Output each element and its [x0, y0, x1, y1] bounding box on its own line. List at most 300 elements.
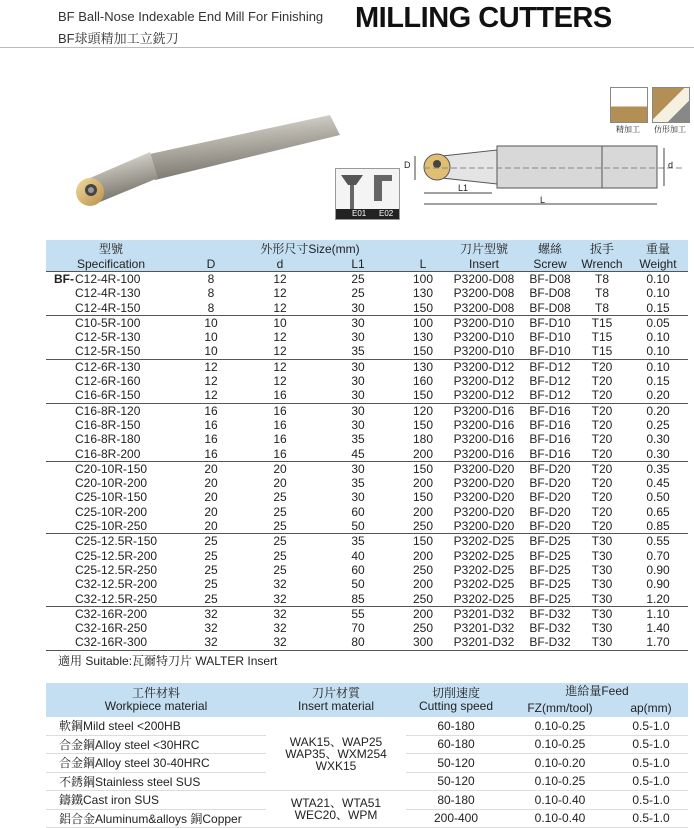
spec-screw: BF-D16 [524, 403, 576, 418]
spec-insert: P3201-D32 [444, 606, 524, 621]
spec-L1: 40 [351, 548, 365, 563]
spec-code: C32-16R-300 [46, 635, 176, 650]
spec-wrench: T20 [576, 359, 628, 374]
workpiece-cell: 軟鋼Mild steel <200HB [46, 717, 266, 735]
spec-d: 12 [273, 344, 287, 359]
dim-L: L [540, 195, 546, 205]
insert-material-cell: WAK15、WAP25 WAP35、WXM254 WXK15 [266, 717, 406, 791]
spec-D: 25 [204, 562, 218, 577]
spec-L1: 30 [314, 403, 402, 418]
spec-D: 20 [204, 476, 218, 491]
spec-L: 200 [412, 504, 434, 519]
dim-L1: L1 [458, 183, 469, 193]
spec-d: 12 [246, 272, 314, 287]
subtitle-cn: BF球頭精加工立銑刀 [58, 31, 179, 46]
spec-wrench: T20 [591, 504, 613, 519]
spec-screw: BF-D10 [524, 315, 576, 330]
spec-L1: 60 [351, 504, 365, 519]
spec-L: 200 [402, 606, 444, 621]
spec-wrench: T20 [591, 490, 613, 505]
spec-L: 300 [402, 635, 444, 650]
speed-cell: 60-180 [406, 717, 506, 735]
table-row [46, 592, 688, 607]
spec-weight: 0.25 [646, 417, 670, 432]
spec-weight: 0.45 [646, 476, 670, 491]
spec-weight: 0.90 [646, 562, 670, 577]
table-row [46, 490, 688, 504]
spec-weight: 1.40 [646, 621, 670, 636]
spec-insert: P3200-D12 [444, 359, 524, 374]
spec-screw: BF-D25 [529, 548, 571, 563]
col-wrench-en: Wrench [576, 257, 628, 272]
spec-screw: BF-D32 [524, 606, 576, 621]
spec-screw: BF-D20 [529, 504, 571, 519]
spec-table [46, 240, 688, 651]
spec-insert: P3200-D10 [444, 315, 524, 330]
spec-L1: 30 [314, 359, 402, 374]
spec-D: 32 [176, 606, 246, 621]
spec-wrench: T30 [591, 591, 613, 606]
spec-wrench: T15 [576, 315, 628, 330]
spec-D: 25 [204, 577, 218, 592]
spec-insert: P3202-D25 [453, 562, 515, 577]
spec-d: 25 [273, 504, 287, 519]
spec-L: 150 [412, 490, 434, 505]
spec-screw: BF-D16 [529, 446, 571, 461]
spec-insert: P3200-D20 [444, 461, 524, 476]
spec-D: 12 [176, 359, 246, 374]
spec-screw: BF-D10 [529, 330, 571, 345]
spec-code: C32-16R-200 [46, 606, 176, 621]
spec-D: 20 [204, 519, 218, 534]
table-row [46, 418, 688, 432]
ap-cell: 0.5-1.0 [614, 735, 688, 754]
spec-D: 25 [204, 548, 218, 563]
spec-insert: P3200-D20 [453, 476, 515, 491]
spec-d: 16 [273, 417, 287, 432]
spec-d: 32 [273, 591, 287, 606]
spec-L1: 30 [351, 330, 365, 345]
spec-L: 120 [402, 403, 444, 418]
col-insert-en: Insert [444, 257, 524, 272]
spec-L: 200 [412, 446, 434, 461]
spec-L1: 50 [351, 577, 365, 592]
spec-screw: BF-D32 [529, 621, 571, 636]
table-row [46, 635, 688, 650]
col-screw-cn: 螺絲 [524, 240, 576, 257]
spec-d: 16 [273, 388, 287, 403]
spec-insert: P3200-D08 [444, 272, 524, 287]
spec-weight: 1.20 [646, 591, 670, 606]
spec-L1: 25 [314, 272, 402, 287]
spec-d: 12 [273, 374, 287, 389]
spec-weight: 0.50 [646, 490, 670, 505]
spec-L1: 85 [351, 591, 365, 606]
dim-D: D [404, 160, 411, 170]
spec-wrench: T8 [594, 300, 609, 315]
spec-wrench: T15 [591, 344, 613, 359]
table-row [46, 286, 688, 300]
spec-D: 8 [207, 300, 215, 315]
spec-insert: P3201-D32 [444, 635, 524, 650]
spec-insert: P3200-D16 [453, 446, 515, 461]
table-row [46, 403, 688, 418]
spec-d: 16 [273, 432, 287, 447]
speed-cell: 80-180 [406, 791, 506, 810]
spec-L1: 30 [351, 374, 365, 389]
spec-d: 12 [273, 330, 287, 345]
spec-screw: BF-D12 [524, 359, 576, 374]
spec-d: 25 [273, 519, 287, 534]
spec-code: C10-5R-100 [46, 315, 176, 330]
spec-screw: BF-D25 [524, 534, 576, 549]
spec-weight: 0.65 [646, 504, 670, 519]
spec-L1: 30 [351, 388, 365, 403]
spec-L1: 35 [314, 534, 402, 549]
table-row [46, 717, 688, 735]
spec-insert: P3200-D16 [444, 403, 524, 418]
spec-D: 10 [176, 315, 246, 330]
spec-weight: 0.20 [646, 388, 670, 403]
spec-code: C12-6R-130 [46, 359, 176, 374]
table-row [46, 621, 688, 635]
spec-code: C25-12.5R-200 [75, 548, 158, 563]
spec-screw: BF-D08 [529, 300, 571, 315]
spec-code: C12-5R-150 [75, 344, 141, 359]
spec-L: 150 [402, 461, 444, 476]
col-workpiece: 工件材料 Workpiece material [46, 683, 266, 717]
spec-L1: 45 [351, 446, 365, 461]
header-divider [0, 47, 694, 48]
spec-D: 32 [204, 621, 218, 636]
spec-L: 200 [412, 476, 434, 491]
table-row [46, 534, 688, 549]
suitable-note: 適用 Suitable:瓦爾特刀片 WALTER Insert [58, 654, 278, 668]
ap-cell: 0.5-1.0 [614, 717, 688, 735]
legend-finish-label: 精加工 [616, 125, 640, 134]
spec-L: 130 [412, 286, 434, 301]
spec-D: 16 [204, 432, 218, 447]
spec-code: C25-10R-200 [75, 504, 148, 519]
spec-weight: 0.35 [628, 461, 688, 476]
spec-code: C16-8R-150 [75, 417, 141, 432]
workpiece-cell: 合金鋼Alloy steel 30-40HRC [46, 754, 266, 773]
spec-d: 10 [246, 315, 314, 330]
table-row [46, 563, 688, 577]
spec-wrench: T20 [591, 374, 613, 389]
table-row [46, 549, 688, 563]
spec-L1: 35 [351, 476, 365, 491]
ap-cell: 0.5-1.0 [614, 754, 688, 773]
spec-wrench: T20 [576, 461, 628, 476]
spec-L: 150 [412, 388, 434, 403]
spec-L: 130 [412, 330, 434, 345]
spec-insert: P3201-D32 [453, 621, 515, 636]
spec-L1: 35 [351, 344, 365, 359]
spec-D: 25 [176, 534, 246, 549]
workpiece-cell: 不銹鋼Stainless steel SUS [46, 772, 266, 791]
col-size-cn: 外形尺寸Size(mm) [176, 240, 444, 257]
spec-insert: P3202-D25 [444, 534, 524, 549]
spec-d: 16 [273, 446, 287, 461]
spec-L1: 60 [351, 562, 365, 577]
table-row [46, 374, 688, 388]
spec-L: 200 [412, 548, 434, 563]
spec-screw: BF-D16 [529, 417, 571, 432]
spec-weight: 0.10 [646, 330, 670, 345]
spec-d: 25 [273, 548, 287, 563]
spec-screw: BF-D25 [529, 577, 571, 592]
spec-d: 32 [273, 621, 287, 636]
spec-wrench: T8 [594, 286, 609, 301]
bf-prefix: BF- [54, 272, 74, 286]
spec-code: C16-8R-200 [75, 446, 141, 461]
table-row [46, 330, 688, 344]
spec-L: 100 [402, 272, 444, 287]
spec-D: 25 [204, 591, 218, 606]
col-fz: FZ(mm/tool) [506, 700, 614, 717]
fz-cell: 0.10-0.25 [506, 735, 614, 754]
spec-weight: 0.10 [628, 359, 688, 374]
spec-L1: 30 [351, 417, 365, 432]
spec-code: C12-5R-130 [75, 330, 141, 345]
spec-code: C12-4R-150 [75, 300, 141, 315]
spec-d: 32 [246, 606, 314, 621]
fz-cell: 0.10-0.25 [506, 772, 614, 791]
spec-screw: BF-D25 [529, 591, 571, 606]
finish-icon [610, 87, 648, 123]
fz-cell: 0.10-0.40 [506, 809, 614, 828]
spec-weight: 0.15 [646, 374, 670, 389]
col-model-cn: 型號 [46, 240, 176, 257]
fz-cell: 0.10-0.20 [506, 754, 614, 773]
spec-d: 20 [246, 461, 314, 476]
col-screw-en: Screw [524, 257, 576, 272]
spec-code: C20-10R-150 [46, 461, 176, 476]
spec-L1: 30 [351, 490, 365, 505]
screw-icon-box [335, 168, 400, 220]
spec-d: 25 [273, 490, 287, 505]
col-cutting-speed: 切削速度 Cutting speed [406, 683, 506, 717]
workpiece-cell: 鋁合金Aluminum&alloys 銅Copper [46, 809, 266, 828]
spec-screw: BF-D20 [524, 461, 576, 476]
table-row [46, 505, 688, 519]
spec-D: 12 [204, 374, 218, 389]
spec-D: 32 [176, 635, 246, 650]
table-row [46, 344, 688, 359]
col-weight-cn: 重量 [628, 240, 688, 257]
spec-wrench: T20 [591, 446, 613, 461]
col-weight-en: Weight [628, 257, 688, 272]
legend-profile-label: 仿形加工 [654, 125, 686, 134]
speed-cell: 200-400 [406, 809, 506, 828]
spec-insert: P3200-D12 [453, 388, 515, 403]
spec-d: 25 [246, 534, 314, 549]
spec-wrench: T30 [591, 562, 613, 577]
table-row [46, 315, 688, 330]
spec-wrench: T15 [591, 330, 613, 345]
spec-screw: BF-D12 [529, 388, 571, 403]
table-row [46, 577, 688, 591]
table-row [46, 447, 688, 462]
spec-wrench: T20 [576, 403, 628, 418]
spec-screw: BF-D25 [529, 562, 571, 577]
table-row [46, 359, 688, 374]
spec-L1: 30 [314, 461, 402, 476]
col-D: D [176, 257, 246, 272]
spec-weight: 0.30 [646, 432, 670, 447]
ap-cell: 0.5-1.0 [614, 791, 688, 810]
spec-L: 250 [412, 519, 434, 534]
spec-d: 32 [273, 577, 287, 592]
spec-D: 16 [176, 403, 246, 418]
spec-insert: P3202-D25 [453, 548, 515, 563]
spec-L1: 30 [351, 300, 365, 315]
spec-weight: 0.20 [628, 403, 688, 418]
spec-insert: P3200-D20 [453, 504, 515, 519]
spec-insert: P3200-D10 [453, 344, 515, 359]
spec-D: 10 [204, 344, 218, 359]
spec-code: C25-12.5R-150 [46, 534, 176, 549]
spec-code: C16-8R-180 [75, 432, 141, 447]
table-row [46, 432, 688, 446]
subtitle-en: BF Ball-Nose Indexable End Mill For Finishing [58, 9, 324, 24]
spec-wrench: T30 [576, 534, 628, 549]
spec-wrench: T30 [591, 621, 613, 636]
spec-insert: P3202-D25 [453, 591, 515, 606]
screw-e02-label: E02 [379, 209, 394, 218]
spec-L1: 35 [351, 432, 365, 447]
spec-weight: 0.55 [628, 534, 688, 549]
table-row [46, 301, 688, 316]
spec-d: 12 [273, 300, 287, 315]
spec-D: 20 [176, 461, 246, 476]
spec-D: 16 [204, 417, 218, 432]
spec-code: BF- C12-4R-100 [46, 272, 176, 287]
spec-weight: 0.10 [646, 286, 670, 301]
spec-L: 250 [412, 562, 434, 577]
speed-cell: 50-120 [406, 754, 506, 773]
spec-L1: 50 [351, 519, 365, 534]
spec-screw: BF-D20 [529, 476, 571, 491]
spec-L: 150 [402, 534, 444, 549]
spec-d: 20 [273, 476, 287, 491]
workpiece-table [46, 683, 688, 828]
table-row [46, 272, 688, 287]
spec-code: C32-12.5R-200 [75, 577, 158, 592]
workpiece-cell: 鑄鐵Cast iron SUS [46, 791, 266, 810]
spec-L1: 25 [351, 286, 365, 301]
table-row [46, 388, 688, 403]
spec-screw: BF-D08 [529, 286, 571, 301]
spec-D: 16 [204, 446, 218, 461]
spec-weight: 0.15 [646, 300, 670, 315]
spec-wrench: T20 [591, 388, 613, 403]
profile-icon [652, 87, 690, 123]
spec-code: C12-6R-160 [75, 374, 141, 389]
spec-code: C16-8R-120 [46, 403, 176, 418]
spec-d: 16 [246, 403, 314, 418]
spec-L: 200 [412, 577, 434, 592]
spec-D: 20 [204, 504, 218, 519]
spec-D: 8 [176, 272, 246, 287]
spec-insert: P3200-D10 [453, 330, 515, 345]
col-ap: ap(mm) [614, 700, 688, 717]
insert-material-cell: WTA21、WTA51 WEC20、WPM [266, 791, 406, 828]
spec-code: C20-10R-200 [75, 476, 148, 491]
spec-wrench: T20 [591, 417, 613, 432]
spec-L: 150 [412, 300, 434, 315]
spec-insert: P3202-D25 [453, 577, 515, 592]
screw-e01-label: E01 [352, 209, 367, 218]
spec-code: C25-10R-250 [75, 519, 148, 534]
table-row [46, 476, 688, 490]
table-row [46, 461, 688, 476]
col-wrench-cn: 扳手 [576, 240, 628, 257]
spec-insert: P3200-D20 [453, 519, 515, 534]
spec-screw: BF-D12 [529, 374, 571, 389]
col-feed: 進給量Feed [506, 683, 688, 700]
spec-L: 130 [402, 359, 444, 374]
fz-cell: 0.10-0.40 [506, 791, 614, 810]
spec-weight: 0.30 [646, 446, 670, 461]
spec-weight: 1.70 [628, 635, 688, 650]
spec-L: 100 [402, 315, 444, 330]
spec-L: 250 [412, 591, 434, 606]
spec-screw: BF-D20 [529, 490, 571, 505]
page-title: MILLING CUTTERS [355, 2, 612, 34]
spec-L: 150 [412, 417, 434, 432]
spec-D: 10 [204, 330, 218, 345]
workpiece-cell: 合金鋼Alloy steel <30HRC [46, 735, 266, 754]
spec-insert: P3200-D20 [453, 490, 515, 505]
spec-weight: 0.10 [628, 272, 688, 287]
spec-d: 25 [273, 562, 287, 577]
spec-weight: 0.70 [646, 548, 670, 563]
spec-wrench: T20 [591, 519, 613, 534]
spec-insert: P3200-D08 [453, 286, 515, 301]
spec-weight: 0.10 [646, 344, 670, 359]
col-insert-material: 刀片材質 Insert material [266, 683, 406, 717]
spec-screw: BF-D16 [529, 432, 571, 447]
spec-code: C32-12.5R-250 [75, 591, 158, 606]
spec-wrench: T30 [576, 635, 628, 650]
ap-cell: 0.5-1.0 [614, 809, 688, 828]
spec-code: C25-12.5R-250 [75, 562, 158, 577]
col-insert-cn: 刀片型號 [444, 240, 524, 257]
col-L1: L1 [314, 257, 402, 272]
spec-weight: 0.05 [628, 315, 688, 330]
spec-insert: P3200-D12 [453, 374, 515, 389]
spec-L1: 70 [351, 621, 365, 636]
spec-L: 150 [412, 344, 434, 359]
spec-L: 160 [412, 374, 434, 389]
col-L: L [402, 257, 444, 272]
col-model-en: Specification [46, 257, 176, 272]
spec-code: C32-16R-250 [75, 621, 148, 636]
spec-wrench: T8 [576, 272, 628, 287]
spec-weight: 1.10 [628, 606, 688, 621]
end-mill-photo [60, 110, 350, 220]
speed-cell: 50-120 [406, 772, 506, 791]
spec-code: C12-4R-130 [75, 286, 141, 301]
spec-wrench: T20 [591, 476, 613, 491]
spec-d: 12 [273, 286, 287, 301]
ap-cell: 0.5-1.0 [614, 772, 688, 791]
dimension-drawing [402, 138, 687, 218]
table-row [46, 791, 688, 810]
spec-L: 180 [412, 432, 434, 447]
